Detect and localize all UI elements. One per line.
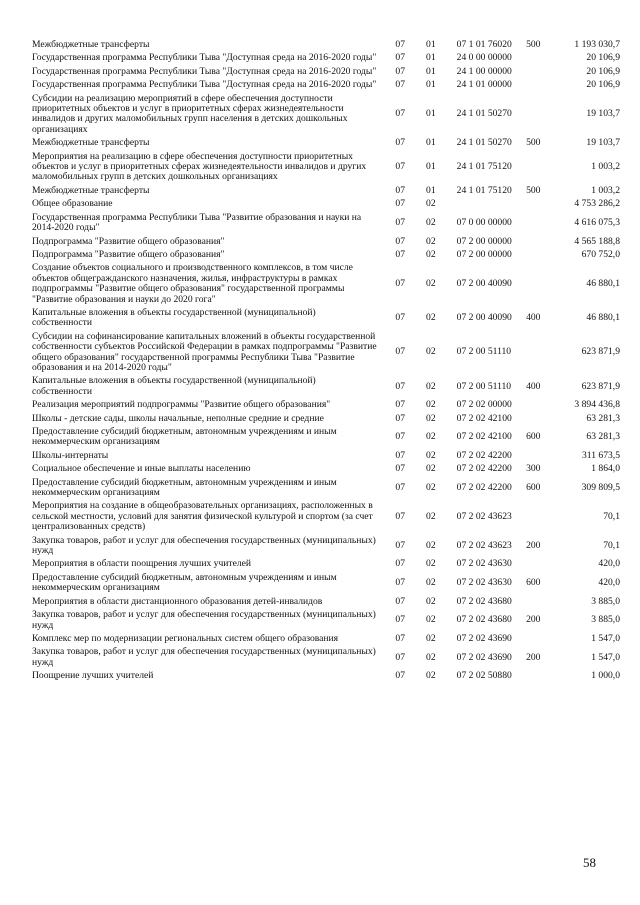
table-row	[32, 426, 620, 450]
row-target-article-code: 07 2 02 00000	[456, 399, 512, 411]
row-target-article-code: 24 1 01 75120	[456, 161, 512, 173]
row-section-code: 07	[395, 346, 405, 358]
row-amount: 1 547,0	[591, 651, 620, 663]
row-name: Школы-интернаты	[32, 449, 109, 461]
row-section-code: 07	[395, 577, 405, 589]
row-expense-type-code	[526, 413, 565, 426]
row-target-article-code: 07 2 00 00000	[456, 235, 512, 247]
row-target-article-code: 07 2 00 51110	[456, 380, 512, 392]
row-section-code: 07	[395, 399, 405, 411]
row-target-article-code: 07 2 00 51110	[456, 346, 512, 358]
row-expense-type-code	[526, 331, 565, 376]
table-row	[32, 249, 620, 262]
row-expense-type-code	[526, 151, 565, 185]
row-subsection-code: 01	[426, 137, 436, 149]
row-target-article-code: 24 1 01 00000	[456, 79, 512, 91]
row-expense-type-code: 600	[526, 481, 541, 493]
row-amount: 3 885,0	[591, 614, 620, 626]
row-amount: 20 106,9	[586, 79, 620, 91]
table-row	[32, 477, 620, 501]
row-expense-type-code: 600	[526, 577, 541, 589]
table-row	[32, 262, 620, 307]
row-expense-type-code	[526, 670, 565, 683]
row-target-article-code: 07 2 02 42200	[456, 481, 512, 493]
row-name: Субсидии на реализацию мероприятий в сфере обеспечения доступности приоритетных объектов и услуг в приоритетных сферах жизнедеятельности инвалидов и других маломобильных групп населения в детских дошкольных организациях	[32, 92, 348, 135]
row-amount: 1 547,0	[591, 632, 620, 644]
row-amount: 309 809,5	[581, 481, 620, 493]
table-row	[32, 151, 620, 185]
table-row	[32, 609, 620, 633]
row-subsection-code: 02	[426, 481, 436, 493]
row-expense-type-code: 200	[526, 651, 541, 663]
row-section-code: 07	[395, 632, 405, 644]
row-section-code: 07	[395, 198, 405, 210]
row-subsection-code: 01	[426, 184, 436, 196]
table-row	[32, 52, 620, 65]
row-name: Предоставление субсидий бюджетным, автономным учреждениям и иным некоммерческим организациям	[32, 426, 337, 448]
row-name: Закупка товаров, работ и услуг для обеспечения государственных (муниципальных) нужд	[32, 646, 376, 668]
table-row	[32, 535, 620, 559]
row-expense-type-code: 600	[526, 431, 541, 443]
row-name: Межбюджетные трансферты	[32, 39, 150, 50]
row-subsection-code: 02	[426, 510, 436, 522]
table-row	[32, 572, 620, 596]
table-row	[32, 185, 620, 198]
row-expense-type-code	[526, 198, 565, 211]
row-subsection-code: 02	[426, 216, 436, 228]
row-section-code: 07	[395, 595, 405, 607]
row-name: Государственная программа Республики Тыва "Развитие образования и науки на 2014-2020 годы"	[32, 211, 362, 234]
table-row	[32, 500, 620, 534]
row-target-article-code: 07 2 02 42100	[456, 412, 512, 424]
row-section-code: 07	[395, 481, 405, 493]
row-amount: 4 616 075,3	[574, 216, 620, 228]
row-amount: 70,1	[603, 510, 620, 522]
row-amount: 1 864,0	[591, 463, 620, 475]
row-amount: 1 003,2	[591, 184, 620, 196]
table-row	[32, 79, 620, 92]
table-row	[32, 633, 620, 646]
row-expense-type-code: 200	[526, 614, 541, 626]
table-row	[32, 137, 620, 150]
row-name: Социальное обеспечение и иные выплаты населению	[32, 463, 251, 475]
row-expense-type-code: 500	[526, 184, 541, 196]
row-amount: 46 880,1	[586, 312, 620, 324]
row-subsection-code: 02	[426, 558, 436, 570]
row-section-code: 07	[395, 312, 405, 324]
row-name: Школы - детские сады, школы начальные, неполные средние и средние	[32, 412, 324, 424]
row-name: Предоставление субсидий бюджетным, автономным учреждениям и иным некоммерческим организациям	[32, 571, 337, 594]
row-name: Предоставление субсидий бюджетным, автономным учреждениям и иным некоммерческим организациям	[32, 476, 337, 499]
row-amount: 19 103,7	[586, 137, 620, 149]
budget-table-body	[32, 39, 620, 684]
row-expense-type-code: 400	[526, 312, 541, 324]
row-subsection-code: 02	[426, 346, 436, 358]
row-target-article-code: 07 2 00 40090	[456, 312, 512, 324]
row-amount: 623 871,9	[581, 346, 620, 358]
row-amount: 3 894 436,8	[574, 399, 620, 411]
row-target-article-code: 07 2 02 43680	[456, 595, 512, 607]
row-subsection-code: 01	[426, 39, 436, 50]
row-amount: 63 281,3	[586, 431, 620, 443]
row-section-code: 07	[395, 137, 405, 149]
row-target-article-code: 07 2 02 43623	[456, 539, 512, 551]
row-subsection-code: 02	[426, 198, 436, 210]
row-name: Мероприятия в области поощрения лучших учителей	[32, 558, 252, 570]
row-target-article-code: 07 2 02 43630	[456, 558, 512, 570]
row-subsection-code: 01	[426, 108, 436, 120]
row-target-article-code: 07 2 02 43623	[456, 510, 512, 522]
row-subsection-code: 02	[426, 235, 436, 247]
row-subsection-code: 02	[426, 670, 436, 682]
row-name: Комплекс мер по модернизации региональных систем общего образования	[32, 632, 339, 644]
row-name: Капитальные вложения в объекты государственной (муниципальной) собственности	[32, 306, 316, 329]
row-expense-type-code: 300	[526, 463, 541, 475]
row-section-code: 07	[395, 52, 405, 64]
table-row	[32, 375, 620, 399]
row-name: Государственная программа Республики Тыва "Доступная среда на 2016-2020 годы"	[32, 65, 377, 77]
table-row	[32, 236, 620, 249]
row-name: Подпрограмма "Развитие общего образования"	[32, 248, 225, 260]
row-section-code: 07	[395, 184, 405, 196]
row-section-code: 07	[395, 614, 405, 626]
page-number: 58	[583, 855, 596, 870]
row-amount: 311 673,5	[581, 449, 620, 461]
row-target-article-code: 07 2 02 42100	[456, 431, 512, 443]
row-name: Межбюджетные трансферты	[32, 184, 150, 196]
row-amount: 670 752,0	[581, 248, 620, 260]
row-target-article-code: 07 2 02 42200	[456, 463, 512, 475]
row-amount: 1 003,2	[591, 161, 620, 173]
table-row	[32, 413, 620, 426]
row-subsection-code: 02	[426, 412, 436, 424]
table-row	[32, 463, 620, 476]
row-section-code: 07	[395, 670, 405, 682]
row-expense-type-code	[526, 500, 565, 534]
row-section-code: 07	[395, 277, 405, 289]
row-name: Общее образование	[32, 198, 113, 210]
row-target-article-code: 24 1 00 00000	[456, 65, 512, 77]
row-section-code: 07	[395, 539, 405, 551]
row-amount: 46 880,1	[586, 277, 620, 289]
row-section-code: 07	[395, 558, 405, 570]
table-row	[32, 399, 620, 412]
row-section-code: 07	[395, 79, 405, 91]
row-section-code: 07	[395, 651, 405, 663]
table-row	[32, 646, 620, 670]
table-row	[32, 212, 620, 236]
row-subsection-code: 02	[426, 248, 436, 260]
row-subsection-code: 01	[426, 52, 436, 64]
row-subsection-code: 02	[426, 539, 436, 551]
row-name: Подпрограмма "Развитие общего образования"	[32, 235, 225, 247]
table-row	[32, 39, 620, 52]
row-target-article-code: 07 2 00 00000	[456, 248, 512, 260]
row-target-article-code: 07 1 01 76020	[456, 39, 512, 50]
row-section-code: 07	[395, 65, 405, 77]
row-subsection-code: 02	[426, 463, 436, 475]
row-amount: 1 193 030,7	[574, 39, 620, 50]
row-expense-type-code: 500	[526, 39, 541, 50]
row-expense-type-code	[526, 236, 565, 249]
row-section-code: 07	[395, 248, 405, 260]
row-subsection-code: 01	[426, 65, 436, 77]
row-expense-type-code	[526, 52, 565, 65]
row-amount: 1 000,0	[591, 670, 620, 682]
row-name: Межбюджетные трансферты	[32, 137, 150, 149]
row-expense-type-code	[526, 262, 565, 307]
row-amount: 420,0	[598, 577, 620, 589]
row-name: Закупка товаров, работ и услуг для обеспечения государственных (муниципальных) нужд	[32, 609, 376, 631]
row-name: Капитальные вложения в объекты государственной (муниципальной) собственности	[32, 375, 316, 397]
row-section-code: 07	[395, 108, 405, 120]
row-name: Реализация мероприятий подпрограммы "Развитие общего образования"	[32, 399, 331, 411]
row-target-article-code: 07 2 02 42200	[456, 449, 512, 461]
row-section-code: 07	[395, 449, 405, 461]
row-name: Мероприятия в области дистанционного образования детей-инвалидов	[32, 595, 323, 607]
row-amount: 19 103,7	[586, 108, 620, 120]
row-section-code: 07	[395, 463, 405, 475]
row-subsection-code: 02	[426, 577, 436, 589]
row-section-code: 07	[395, 431, 405, 443]
row-subsection-code: 02	[426, 651, 436, 663]
row-name: Закупка товаров, работ и услуг для обеспечения государственных (муниципальных) нужд	[32, 534, 376, 557]
row-subsection-code: 02	[426, 399, 436, 411]
row-amount: 70,1	[603, 539, 620, 551]
table-row	[32, 93, 620, 138]
row-subsection-code: 01	[426, 161, 436, 173]
row-expense-type-code	[526, 93, 565, 138]
row-amount: 3 885,0	[591, 595, 620, 607]
row-expense-type-code	[526, 399, 565, 412]
row-expense-type-code	[526, 633, 565, 646]
row-subsection-code: 02	[426, 431, 436, 443]
row-name: Поощрение лучших учителей	[32, 670, 154, 682]
row-expense-type-code	[526, 450, 565, 463]
row-amount: 63 281,3	[586, 412, 620, 424]
budget-table	[32, 39, 620, 684]
row-subsection-code: 02	[426, 614, 436, 626]
row-subsection-code: 02	[426, 277, 436, 289]
row-subsection-code: 02	[426, 449, 436, 461]
row-expense-type-code: 400	[526, 380, 541, 392]
row-target-article-code: 07 2 02 43690	[456, 632, 512, 644]
row-expense-type-code	[526, 596, 565, 609]
row-subsection-code: 02	[426, 632, 436, 644]
row-expense-type-code: 200	[526, 539, 541, 551]
row-target-article-code: 07 2 02 43630	[456, 577, 512, 589]
row-name: Создание объектов социального и производственного комплексов, в том числе объектов общегражданского назначения, жилья, инфраструктуры в рамках подпрограммы "Развитие общего образования" государственной программы "Развитие образования и науки до 2020 гога"	[32, 262, 353, 305]
row-name: Субсидии на софинансирование капитальных вложений в объекты государственной собственности субъектов Российской Федерации в рамках подпрограммы "Развитие общего образования" государственной программы Республики Тыва "Развитие образования и на 2014-2020 годы"	[32, 330, 377, 373]
table-row	[32, 596, 620, 609]
table-row	[32, 198, 620, 211]
row-amount: 4 753 286,2	[574, 198, 620, 210]
row-expense-type-code	[526, 558, 565, 571]
row-expense-type-code	[526, 79, 565, 92]
row-name: Государственная программа Республики Тыва "Доступная среда на 2016-2020 годы"	[32, 52, 377, 64]
row-target-article-code: 07 2 02 43690	[456, 651, 512, 663]
row-subsection-code: 02	[426, 595, 436, 607]
table-row	[32, 331, 620, 376]
row-section-code: 07	[395, 216, 405, 228]
row-target-article-code	[457, 198, 526, 211]
table-row	[32, 66, 620, 79]
table-row	[32, 307, 620, 331]
row-amount: 420,0	[598, 558, 620, 570]
row-section-code: 07	[395, 161, 405, 173]
row-target-article-code: 07 2 00 40090	[456, 277, 512, 289]
row-amount: 20 106,9	[586, 65, 620, 77]
row-subsection-code: 01	[426, 79, 436, 91]
row-name: Мероприятия на реализацию в сфере обеспечения доступности приоритетных объектов и услуг в приоритетных сферах жизнедеятельности инвалидов и других маломобильных групп в детских дошкольных организациях	[32, 150, 367, 183]
row-target-article-code: 24 1 01 75120	[456, 184, 512, 196]
row-section-code: 07	[395, 39, 405, 50]
row-amount: 20 106,9	[586, 52, 620, 64]
row-target-article-code: 24 0 00 00000	[456, 52, 512, 64]
row-target-article-code: 07 0 00 00000	[456, 216, 512, 228]
table-row	[32, 670, 620, 683]
row-target-article-code: 24 1 01 50270	[456, 137, 512, 149]
row-section-code: 07	[395, 235, 405, 247]
row-expense-type-code: 500	[526, 137, 541, 149]
row-section-code: 07	[395, 380, 405, 392]
row-amount: 623 871,9	[581, 380, 620, 392]
row-target-article-code: 07 2 02 43680	[456, 614, 512, 626]
row-section-code: 07	[395, 412, 405, 424]
row-expense-type-code	[526, 212, 565, 236]
row-subsection-code: 02	[426, 312, 436, 324]
row-target-article-code: 07 2 02 50880	[456, 670, 512, 682]
row-subsection-code: 02	[426, 380, 436, 392]
row-target-article-code: 24 1 01 50270	[456, 108, 512, 120]
row-expense-type-code	[526, 66, 565, 79]
row-name: Мероприятия на создание в общеобразовательных организациях, расположенных в сельской местности, условий для занятия физической культурой и спортом (за счет централизованных средств)	[32, 500, 373, 533]
row-name: Государственная программа Республики Тыва "Доступная среда на 2016-2020 годы"	[32, 79, 377, 91]
row-expense-type-code	[526, 249, 565, 262]
table-row	[32, 450, 620, 463]
table-row	[32, 558, 620, 571]
row-amount: 4 565 188,8	[574, 235, 620, 247]
row-section-code: 07	[395, 510, 405, 522]
